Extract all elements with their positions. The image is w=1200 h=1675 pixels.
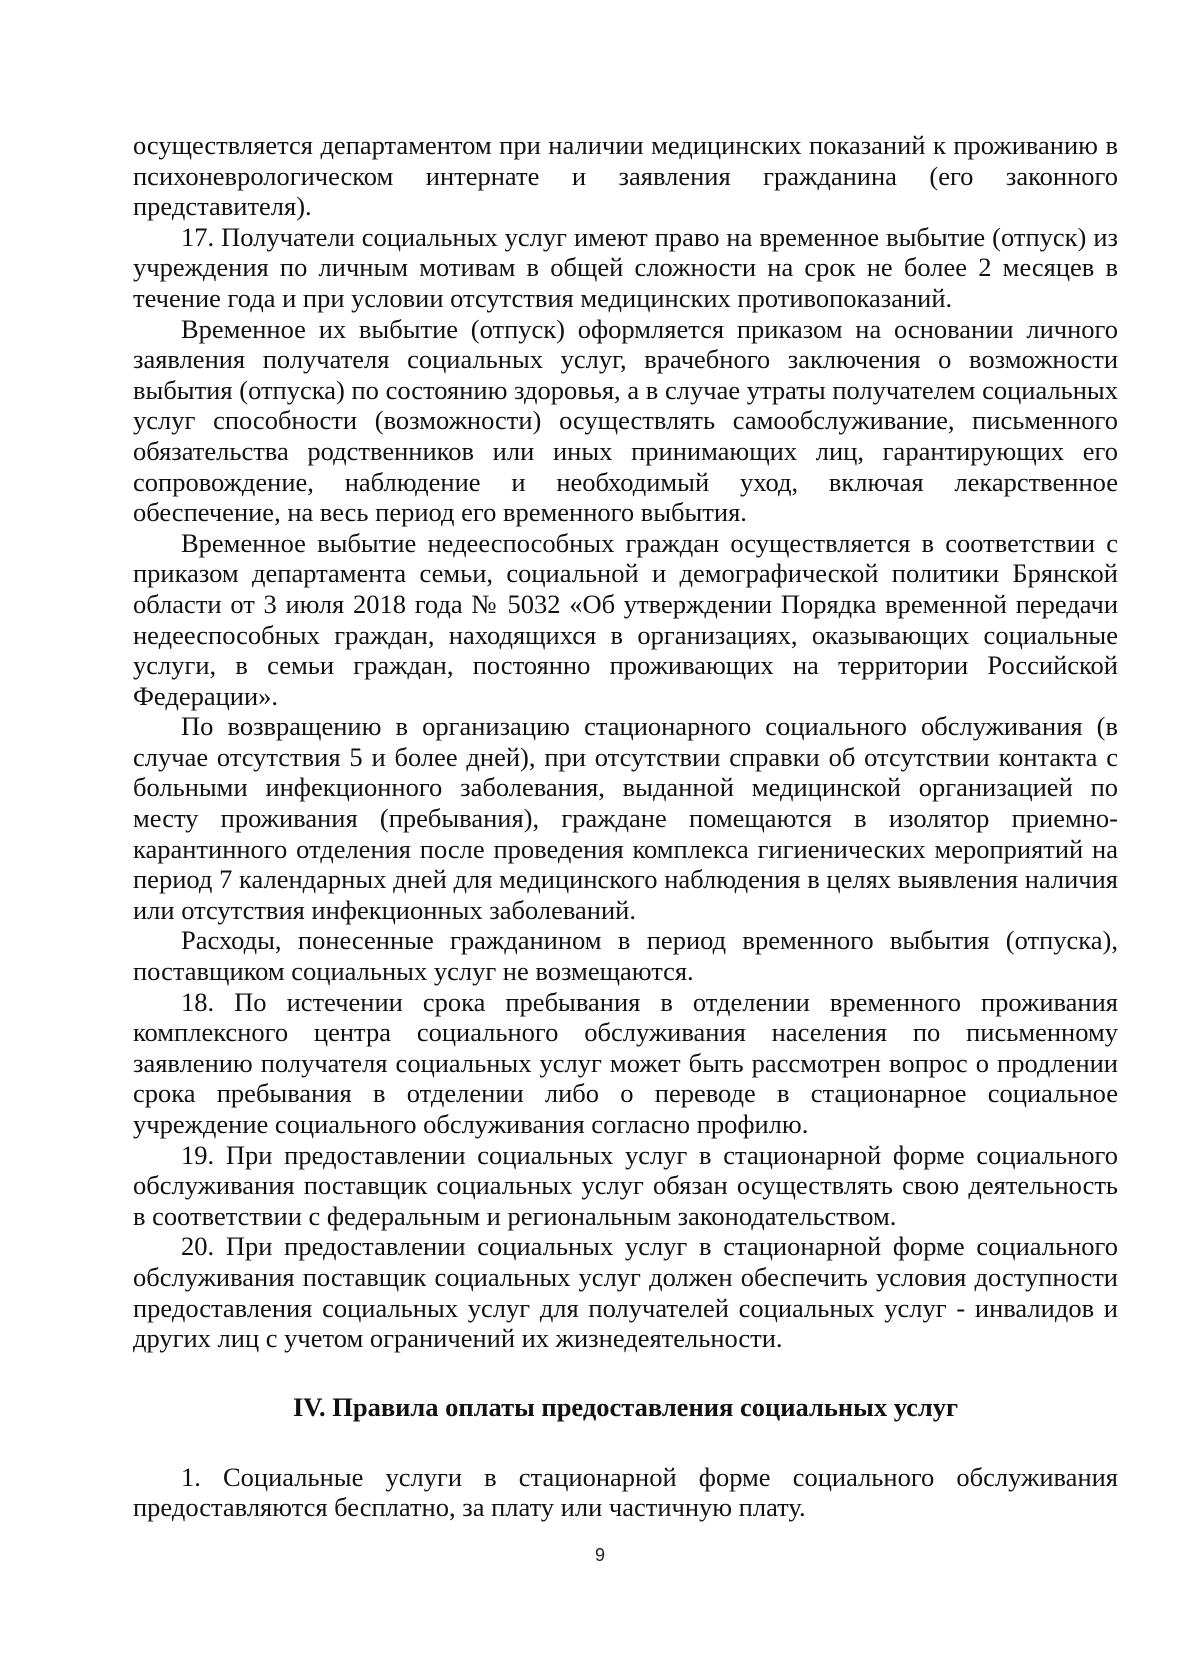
- document-page: [133, 130, 1118, 1523]
- paragraph-incapacitated-citizens: Временное выбытие недееспособных граждан осуществляется в соответствии с приказом департамента семьи, социальной и демографической политики Брянской области от 3 июля 2018 года № 5032 «Об утверждении Порядка временной передачи недееспособных граждан, находящихся в организациях, оказывающих социальные услуги, в семьи граждан, постоянно проживающих на территории Российской Федерации».: [133, 527, 1118, 711]
- paragraph-item-18: 18. По истечении срока пребывания в отделении временного проживания комплексного центра социального обслуживания населения по письменному заявлению получателя социальных услуг может быть рассмотрен вопрос о продлении срока пребывания в отделении либо о переводе в стационарное социальное учреждение социального обслуживания согласно профилю.: [133, 986, 1118, 1139]
- paragraph-return-quarantine: По возвращению в организацию стационарного социального обслуживания (в случае отсутствия 5 и более дней), при отсутствии справки об отсутствии контакта с больными инфекционного заболевания, выданной медицинской организацией по месту проживания (пребывания), граждане помещаются в изолятор приемно-карантинного отделения после проведения комплекса гигиенических мероприятий на период 7 календарных дней для медицинского наблюдения в целях выявления наличия или отсутствия инфекционных заболеваний.: [133, 711, 1118, 925]
- paragraph-leave-registration: Временное их выбытие (отпуск) оформляется приказом на основании личного заявления получателя социальных услуг, врачебного заключения о возможности выбытия (отпуска) по состоянию здоровья, а в случае утраты получателем социальных услуг способности (возможности) осуществлять самообслуживание, письменного обязательства родственников или иных принимающих лиц, гарантирующих его сопровождение, наблюдение и необходимый уход, включая лекарственное обеспечение, на весь период его временного выбытия.: [133, 313, 1118, 528]
- paragraph-expenses: Расходы, понесенные гражданином в период временного выбытия (отпуска), поставщиком социальных услуг не возмещаются.: [133, 925, 1118, 987]
- page-number: 9: [594, 1545, 605, 1565]
- paragraph-item-20: 20. При предоставлении социальных услуг в стационарной форме социального обслуживания поставщик социальных услуг должен обеспечить условия доступности предоставления социальных услуг для получателей социальных услуг - инвалидов и других лиц с учетом ограничений их жизнедеятельности.: [133, 1231, 1118, 1354]
- section-heading: IV. Правила оплаты предоставления социальных услуг: [292, 1391, 959, 1422]
- paragraph-item-19: 19. При предоставлении социальных услуг в стационарной форме социального обслуживания поставщик социальных услуг обязан осуществлять свою деятельность в соответствии с федеральным и региональным законодательством.: [133, 1139, 1118, 1231]
- paragraph-section-item-1: 1. Социальные услуги в стационарной форме социального обслуживания предоставляются бесплатно, за плату или частичную плату.: [133, 1461, 1118, 1523]
- paragraph-continuation: осуществляется департаментом при наличии медицинских показаний к проживанию в психоневрологическом интернате и заявления гражданина (его законного представителя).: [133, 130, 1118, 222]
- paragraph-item-17: 17. Получатели социальных услуг имеют право на временное выбытие (отпуск) из учреждения по личным мотивам в общей сложности на срок не более 2 месяцев в течение года и при условии отсутствия медицинских противопоказаний.: [133, 221, 1118, 313]
